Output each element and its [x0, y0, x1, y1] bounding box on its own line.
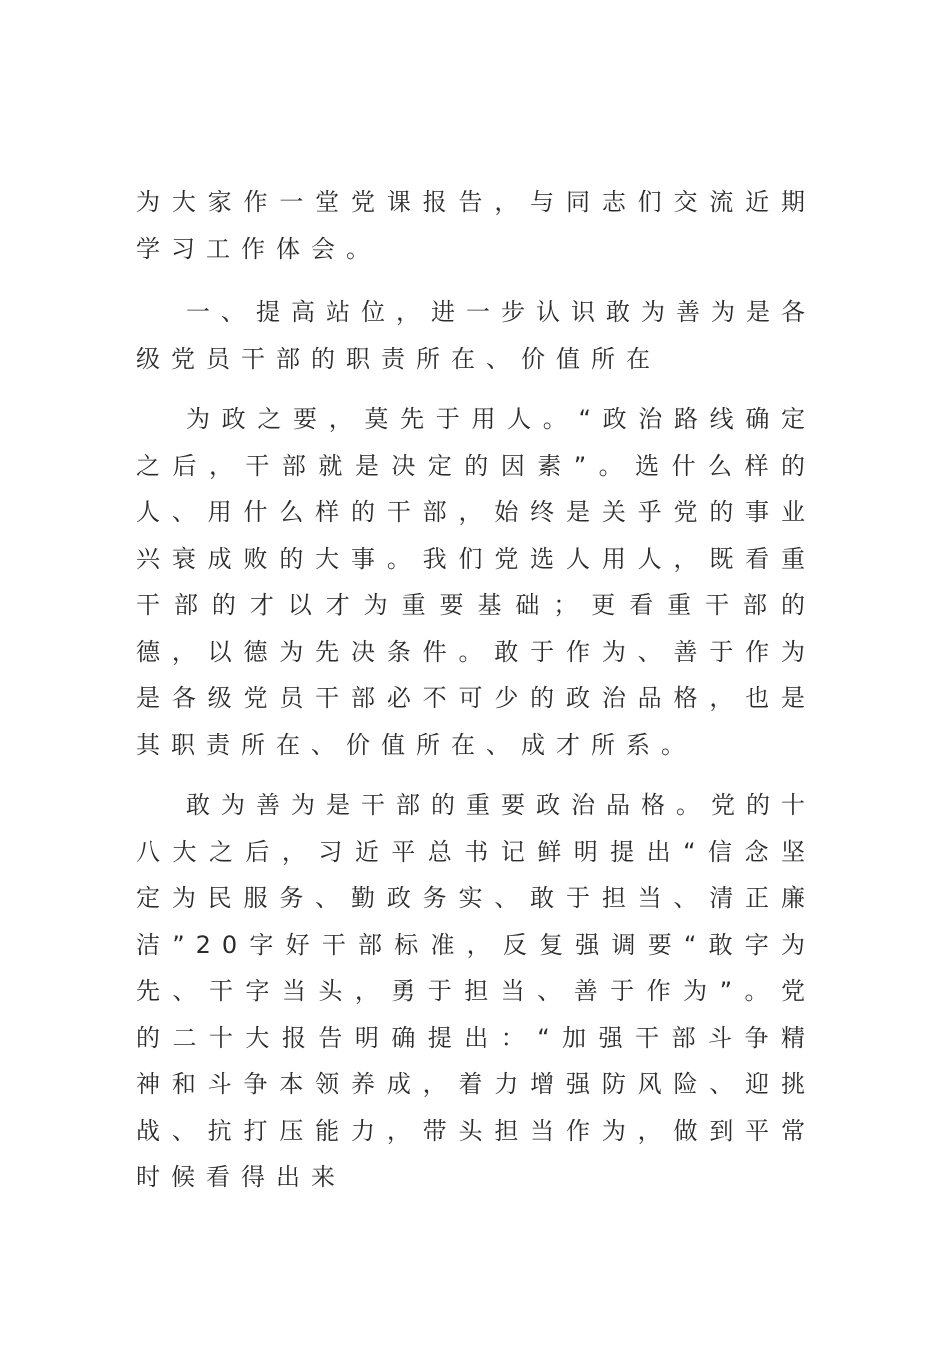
paragraph-body: 为政之要，莫先于用人。“政治路线确定之后，干部就是决定的因素”。选什么样的人、用什么样的干部，始终是关乎党的事业兴衰成败的大事。我们党选人用人，既看重干部的才以才为重要基础；更看重干部的德，以德为先决条件。敢于作为、善于作为是各级党员干部必不可少的政治品格，也是其职责所在、价值所在、成才所系。	[136, 405, 816, 759]
section-heading: 一、提高站位，进一步认识敢为善为是各级党员干部的职责所在、价值所在	[136, 298, 816, 373]
paragraph-intro: 为大家作一堂党课报告，与同志们交流近期学习工作体会。	[136, 188, 816, 263]
paragraph-body: 敢为善为是干部的重要政治品格。党的十八大之后，习近平总书记鲜明提出“信念坚定为民服务、勤政务实、敢于担当、清正廉洁”20字好干部标准，反复强调要“敢字为先、干字当头，勇于担当、善于作为”。党的二十大报告明确提出：“加强干部斗争精神和斗争本领养成，着力增强防风险、迎挑战、抗打压能力，带头担当作为，做到平常时候看得出来	[136, 791, 816, 1191]
